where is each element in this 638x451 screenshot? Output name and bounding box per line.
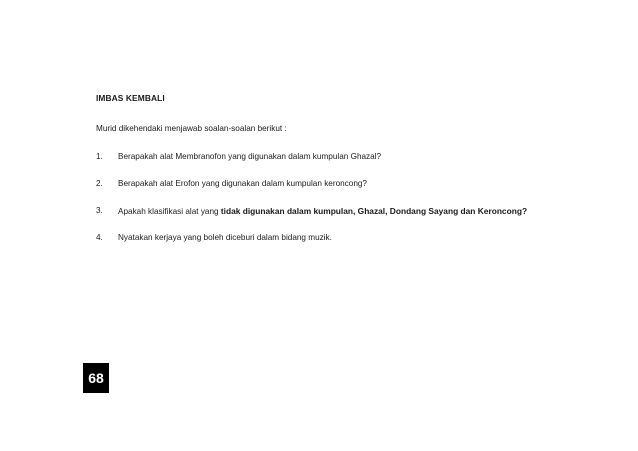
question-text-plain: Apakah klasifikasi alat yang — [118, 207, 221, 216]
question-number: 1. — [96, 152, 103, 161]
question-number: 4. — [96, 233, 103, 242]
question-text-bold: tidak digunakan dalam kumpulan, Ghazal, Dondang Sayang dan Keroncong? — [220, 206, 528, 216]
question-text — [118, 206, 527, 216]
question-number: 2. — [96, 179, 103, 188]
page-number-box — [83, 363, 109, 393]
question-text: Berapakah alat Membranofon yang digunakan dalam kumpulan Ghazal? — [118, 152, 382, 161]
question-text: Berapakah alat Erofon yang digunakan dalam kumpulan keroncong? — [118, 179, 367, 188]
instruction-text: Murid dikehendaki menjawab soalan-soalan berikut : — [96, 124, 287, 133]
question-text: Nyatakan kerjaya yang boleh diceburi dalam bidang muzik. — [118, 233, 332, 242]
question-number: 3. — [96, 206, 103, 215]
section-heading: IMBAS KEMBALI — [96, 93, 165, 103]
page-number: 68 — [88, 370, 104, 386]
